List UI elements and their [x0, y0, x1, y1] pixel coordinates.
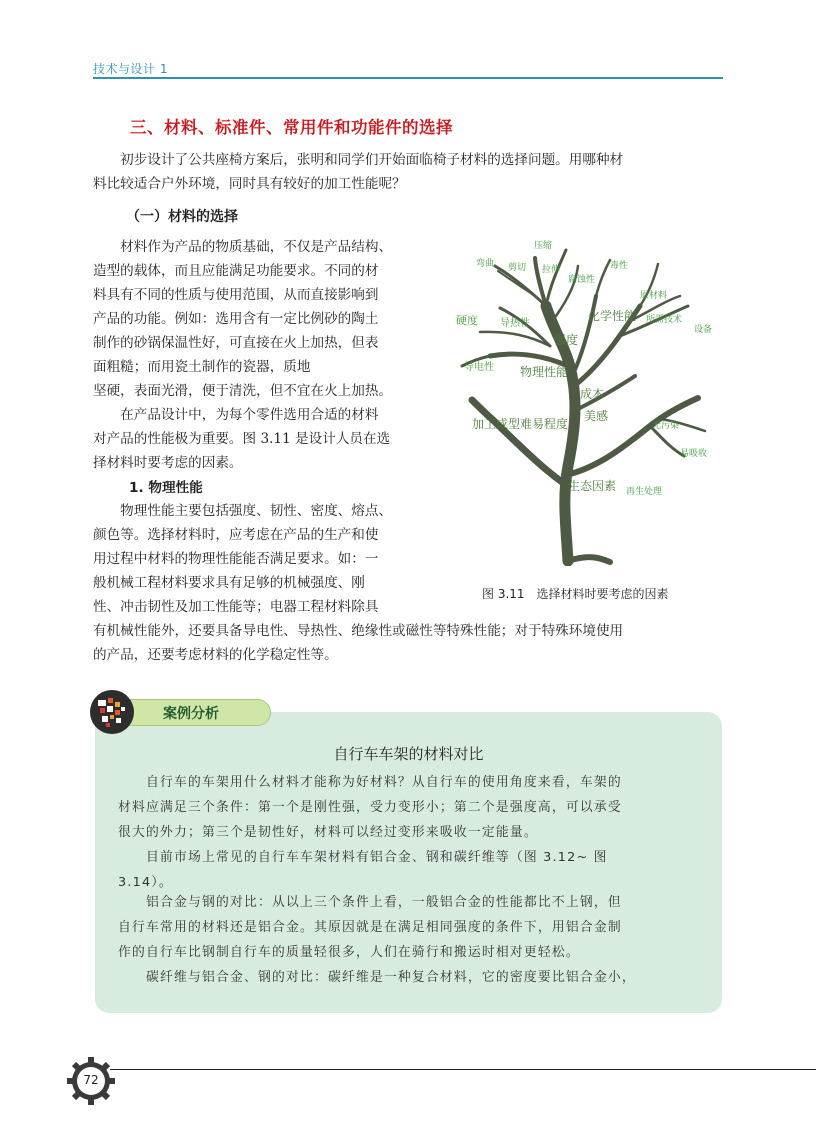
intro-paragraph [93, 148, 723, 196]
label-no-pollution: 无污染 [652, 421, 680, 431]
label-chemical: 化学性能 [588, 309, 637, 323]
text-line: 材料应满足三个条件：第一个是刚性强，受力变形小；第二个是强度高，可以承受 [118, 800, 622, 815]
text-line: 料具有不同的性质与使用范围，从而直接影响到 [93, 287, 379, 303]
case-paragraph-3 [118, 890, 700, 965]
case-paragraph-2 [118, 845, 700, 895]
physical-paragraph-continued [93, 619, 723, 667]
case-paragraph-1 [118, 770, 700, 845]
label-recycle: 再生处理 [626, 487, 663, 497]
text-line: 坚硬，表面光滑，便于清洗，但不宜在火上加热。 [93, 383, 393, 399]
label-bend: 弯曲 [476, 259, 495, 269]
footer-rule [110, 1069, 816, 1070]
material-factors-tree-figure [450, 236, 722, 566]
text-line: 用过程中材料的物理性能能否满足要求。如：一 [93, 551, 379, 567]
physical-paragraph [93, 499, 443, 619]
running-header: 技术与设计 1 [93, 62, 168, 76]
text-line: 材料作为产品的物质基础，不仅是产品结构、 [93, 239, 393, 255]
text-line: 造型的载体，而且应能满足功能要求。不同的材 [93, 263, 379, 279]
label-equipment: 设备 [694, 325, 713, 335]
text-line: 颜色等。选择材料时，应考虑在产品的生产和使 [93, 527, 379, 543]
label-tech-required: 所需技术 [646, 315, 683, 325]
text-line: 择材料时要考虑的因素。 [93, 455, 243, 471]
label-eco: 生态因素 [568, 479, 617, 493]
label-absorbable: 易吸收 [680, 449, 708, 459]
label-processing: 加工成型难易程度 [472, 417, 569, 431]
text-line: 物理性能主要包括强度、韧性、密度、熔点、 [93, 503, 393, 519]
label-raw-material: 原材料 [640, 291, 668, 301]
text-line: 的产品，还要考虑材料的化学稳定性等。 [93, 647, 338, 663]
header-rule [93, 77, 723, 79]
page-number: 72 [83, 1073, 99, 1087]
text-line: 作的自行车比钢制自行车的质量轻很多，人们在骑行和搬运时相对更轻松。 [118, 945, 580, 960]
materials-paragraph [93, 235, 443, 475]
text-line: 面粗糙；而用瓷土制作的瓷器，质地 [93, 359, 311, 375]
label-compress: 压缩 [534, 241, 553, 251]
label-thermal: 导热性 [500, 318, 530, 329]
text-line: 制作的砂锅保温性好，可直接在火上加热，但表 [93, 335, 379, 351]
tree-branches [462, 250, 708, 562]
label-physical: 物理性能 [520, 365, 569, 379]
text-line: 碳纤维与铝合金、钢的对比：碳纤维是一种复合材料，它的密度要比铝合金小， [118, 970, 636, 985]
text-line: 很大的外力；第三个是韧性好，材料可以经过变形来吸收一定能量。 [118, 825, 538, 840]
figure-caption: 图 3.11 选择材料时要考虑的因素 [482, 587, 669, 601]
tree-labels [456, 239, 712, 497]
label-strength: 强度 [554, 333, 579, 347]
label-corrosion: 腐蚀性 [568, 275, 596, 285]
subsection-title: （一）材料的选择 [126, 209, 238, 225]
label-toxicity: 毒性 [610, 261, 629, 271]
text-line: 料比较适合户外环境，同时具有较好的加工性能呢？ [93, 176, 406, 192]
text-line: 对产品的性能极为重要。图 3.11 是设计人员在选 [93, 431, 391, 447]
case-badge-label: 案例分析 [163, 706, 219, 722]
text-line: 目前市场上常见的自行车车架材料有铝合金、钢和碳纤维等（图 3.12~ 图 [118, 850, 608, 865]
text-line: 有机械性能外，还要具备导电性、导热性、绝缘性或磁性等特殊性能；对于特殊环境使用 [93, 623, 624, 639]
label-cost: 成本 [580, 387, 605, 401]
case-paragraph-4 [118, 965, 700, 990]
label-shear: 剪切 [508, 263, 527, 273]
text-line: 产品的功能。例如：选用含有一定比例砂的陶土 [93, 311, 379, 327]
text-line: 初步设计了公共座椅方案后，张明和同学们开始面临椅子材料的选择问题。用哪种材 [93, 152, 624, 168]
text-line: 自行车常用的材料还是铝合金。其原因就是在满足相同强度的条件下，用铝合金制 [118, 920, 622, 935]
section-title: 三、材料、标准件、常用件和功能件的选择 [130, 118, 453, 137]
label-tension: 拉伸 [542, 265, 561, 275]
physical-properties-title: 1. 物理性能 [129, 480, 203, 496]
text-line: 般机械工程材料要求具有足够的机械强度、刚 [93, 575, 365, 591]
text-line: 3.14）。 [118, 875, 173, 890]
case-analysis-icon [88, 688, 136, 736]
text-line: 铝合金与钢的对比：从以上三个条件上看，一般铝合金的性能都比不上钢，但 [118, 895, 622, 910]
text-line: 性、冲击韧性及加工性能等；电器工程材料除具 [93, 599, 379, 615]
case-title: 自行车车架的材料对比 [333, 745, 484, 763]
label-hardness: 硬度 [456, 314, 478, 327]
label-conductivity: 导电性 [464, 362, 494, 373]
text-line: 自行车的车架用什么材料才能称为好材料？从自行车的使用角度来看，车架的 [118, 775, 622, 790]
text-line: 在产品设计中，为每个零件选用合适的材料 [93, 407, 379, 423]
label-aesthetic: 美感 [584, 409, 609, 423]
